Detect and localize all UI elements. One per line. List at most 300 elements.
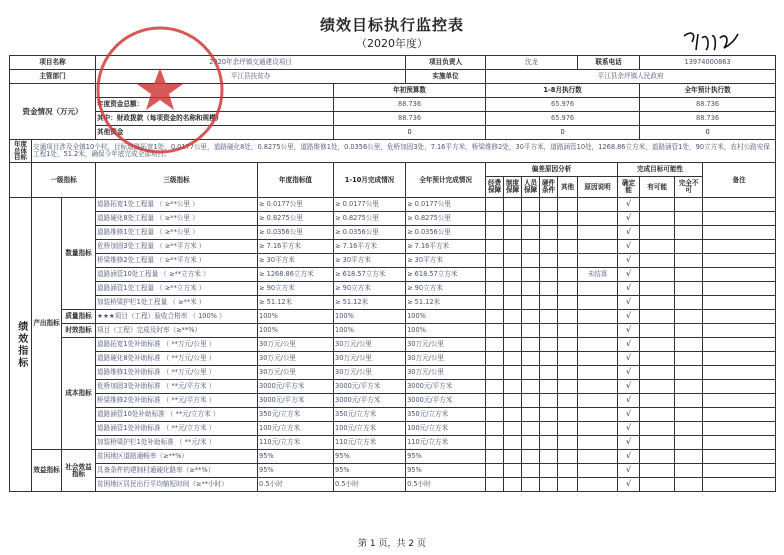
col-budget: 年初预算数	[334, 84, 486, 98]
oct-progress-cell: ≥ 0.0177公里	[334, 198, 406, 212]
empty-cell	[703, 296, 776, 310]
deviation-cell	[540, 366, 558, 380]
indicator-row	[10, 310, 776, 324]
year-forecast-cell: ≥ 7.16平方米	[406, 240, 486, 254]
deviation-cell	[486, 352, 504, 366]
empty-cell	[675, 422, 703, 436]
reason-cell	[578, 338, 618, 352]
head-p2: 有可能	[640, 177, 675, 198]
indicator-row	[10, 422, 776, 436]
signature-image	[680, 28, 740, 54]
deviation-cell	[504, 240, 522, 254]
head-l1: 一级指标	[32, 163, 96, 198]
empty-cell	[640, 464, 675, 478]
check-mark: √	[618, 310, 640, 324]
year-forecast-cell: 350元/立方米	[406, 408, 486, 422]
year-forecast-cell: ≥ 618.57立方米	[406, 268, 486, 282]
funds-other-label: 其他资金	[96, 126, 334, 140]
level2-label: 成本指标	[62, 338, 96, 450]
check-mark: √	[618, 352, 640, 366]
deviation-cell	[522, 296, 540, 310]
head-oct: 1-10月完成情况	[334, 163, 406, 198]
indicator-row	[10, 436, 776, 450]
deviation-cell	[540, 478, 558, 492]
funds-label: 资金情况（万元）	[10, 84, 96, 140]
project-name-label: 项目名称	[10, 56, 96, 70]
deviation-cell	[504, 366, 522, 380]
oct-progress-cell: 30万元/公里	[334, 352, 406, 366]
reason-cell	[578, 436, 618, 450]
indicator-row	[10, 408, 776, 422]
year-value-cell: 30万元/公里	[258, 366, 334, 380]
level3-cell: 危桥加固3处补助标准 （ **元/平方米 ）	[96, 380, 258, 394]
funds-other-exec: 0	[486, 126, 640, 140]
dept-label: 主管部门	[10, 70, 96, 84]
deviation-cell	[522, 324, 540, 338]
reason-cell	[578, 240, 618, 254]
empty-cell	[703, 380, 776, 394]
check-mark: √	[618, 212, 640, 226]
oct-progress-cell: ≥ 51.12米	[334, 296, 406, 310]
empty-cell	[640, 436, 675, 450]
check-mark: √	[618, 478, 640, 492]
empty-cell	[703, 394, 776, 408]
deviation-cell	[486, 212, 504, 226]
oct-progress-cell: 0.5小时	[334, 478, 406, 492]
check-mark: √	[618, 296, 640, 310]
deviation-cell	[558, 338, 578, 352]
indicator-row	[10, 254, 776, 268]
oct-progress-cell: ≥ 90立方米	[334, 282, 406, 296]
deviation-cell	[540, 254, 558, 268]
oct-progress-cell: 100%	[334, 310, 406, 324]
deviation-cell	[486, 282, 504, 296]
level3-cell: 道路硬化8处工程量 （ ≥**公里 ）	[96, 212, 258, 226]
deviation-cell	[504, 226, 522, 240]
year-value-cell: ≥ 7.16平方米	[258, 240, 334, 254]
head-d3: 人员保障	[522, 177, 540, 198]
deviation-cell	[540, 422, 558, 436]
deviation-cell	[486, 338, 504, 352]
deviation-cell	[558, 464, 578, 478]
year-value-cell: 3000元/平方米	[258, 394, 334, 408]
deviation-cell	[504, 380, 522, 394]
check-mark: √	[618, 226, 640, 240]
deviation-cell	[486, 394, 504, 408]
deviation-cell	[558, 408, 578, 422]
level3-cell: 道路维修1处补助标准 （ **万元/公里 ）	[96, 366, 258, 380]
level3-cell: 危桥加固3处工程量 （ ≥**平方米 ）	[96, 240, 258, 254]
level3-cell: 道路涵管1处补助标准 （ **元/立方米 ）	[96, 422, 258, 436]
empty-cell	[675, 408, 703, 422]
head-p3: 完全不可	[675, 177, 703, 198]
deviation-cell	[522, 212, 540, 226]
deviation-cell	[522, 366, 540, 380]
oct-progress-cell: 3000元/平方米	[334, 380, 406, 394]
empty-cell	[703, 436, 776, 450]
funds-other-year: 0	[640, 126, 776, 140]
head-yv: 年度指标值	[258, 163, 334, 198]
empty-cell	[703, 338, 776, 352]
deviation-cell	[540, 352, 558, 366]
indicator-row	[10, 464, 776, 478]
deviation-cell	[504, 324, 522, 338]
level3-cell: 桥梁维修2处工程量 （ ≥**平方米 ）	[96, 254, 258, 268]
deviation-cell	[522, 352, 540, 366]
deviation-cell	[540, 212, 558, 226]
indicator-row	[10, 324, 776, 338]
year-value-cell: 110元/立方米	[258, 436, 334, 450]
deviation-cell	[558, 226, 578, 240]
reason-cell	[578, 226, 618, 240]
level3-cell: ★★★项目（工程）验收合格率 （ 100% ）	[96, 310, 258, 324]
indicator-row	[10, 296, 776, 310]
unit-label: 实施单位	[406, 70, 486, 84]
level2-label: 数量指标	[62, 198, 96, 310]
oct-progress-cell: 95%	[334, 464, 406, 478]
deviation-cell	[540, 380, 558, 394]
deviation-cell	[504, 436, 522, 450]
deviation-cell	[504, 338, 522, 352]
owner: 沈龙	[486, 56, 578, 70]
empty-cell	[703, 422, 776, 436]
deviation-cell	[486, 310, 504, 324]
oct-progress-cell: ≥ 30平方米	[334, 254, 406, 268]
deviation-cell	[540, 296, 558, 310]
year-value-cell: ≥ 0.8275公里	[258, 212, 334, 226]
level3-cell: 道路拓宽1处工程量 （ ≥**公里 ）	[96, 198, 258, 212]
empty-cell	[640, 324, 675, 338]
deviation-cell	[522, 436, 540, 450]
check-mark: √	[618, 338, 640, 352]
empty-cell	[703, 478, 776, 492]
check-mark: √	[618, 324, 640, 338]
empty-cell	[640, 268, 675, 282]
empty-cell	[703, 282, 776, 296]
funds-fin-label: 其中：财政拨款（每项资金的名称和规模）	[96, 112, 334, 126]
reason-cell	[578, 352, 618, 366]
year-forecast-cell: 3000元/平方米	[406, 380, 486, 394]
year-forecast-cell: 100%	[406, 324, 486, 338]
deviation-cell	[486, 198, 504, 212]
empty-cell	[640, 366, 675, 380]
level2-label: 时效指标	[62, 324, 96, 338]
indicator-row	[10, 240, 776, 254]
deviation-cell	[504, 394, 522, 408]
deviation-cell	[540, 198, 558, 212]
year-forecast-cell: 110元/立方米	[406, 436, 486, 450]
year-value-cell: 95%	[258, 464, 334, 478]
deviation-cell	[522, 240, 540, 254]
year-value-cell: 30万元/公里	[258, 352, 334, 366]
head-poss: 完成目标可能性	[618, 163, 703, 177]
indicator-row	[10, 352, 776, 366]
head-yr: 全年预计完成情况	[406, 163, 486, 198]
empty-cell	[640, 408, 675, 422]
year-forecast-cell: ≥ 51.12米	[406, 296, 486, 310]
effect-label: 效益指标	[32, 450, 62, 492]
deviation-cell	[558, 310, 578, 324]
empty-cell	[675, 198, 703, 212]
oct-progress-cell: 100%	[334, 324, 406, 338]
col-exec: 1-8月执行数	[486, 84, 640, 98]
empty-cell	[703, 450, 776, 464]
dept: 平江县扶贫办	[96, 70, 406, 84]
deviation-cell	[486, 324, 504, 338]
deviation-cell	[486, 380, 504, 394]
deviation-cell	[504, 268, 522, 282]
deviation-cell	[486, 254, 504, 268]
year-value-cell: ≥ 0.0177公里	[258, 198, 334, 212]
empty-cell	[703, 310, 776, 324]
level3-cell: 加装桥梁护栏1处工程量 （ ≥**米 ）	[96, 296, 258, 310]
check-mark: √	[618, 422, 640, 436]
empty-cell	[640, 352, 675, 366]
check-mark: √	[618, 240, 640, 254]
deviation-cell	[504, 408, 522, 422]
empty-cell	[640, 226, 675, 240]
phone-label: 联系电话	[578, 56, 640, 70]
check-mark: √	[618, 366, 640, 380]
reason-cell	[578, 198, 618, 212]
output-label: 产出指标	[32, 198, 62, 450]
year-forecast-cell: 0.5小时	[406, 478, 486, 492]
year-value-cell: ≥ 0.0356公里	[258, 226, 334, 240]
year-value-cell: 95%	[258, 450, 334, 464]
oct-progress-cell: 100元/立方米	[334, 422, 406, 436]
oct-progress-cell: ≥ 7.16平方米	[334, 240, 406, 254]
empty-cell	[675, 352, 703, 366]
deviation-cell	[504, 212, 522, 226]
deviation-cell	[558, 366, 578, 380]
empty-cell	[640, 450, 675, 464]
perf-label: 绩效指标	[10, 198, 32, 492]
empty-cell	[675, 324, 703, 338]
level3-cell: 桥梁维修2处补助标准 （ **元/平方米 ）	[96, 394, 258, 408]
indicator-row	[10, 268, 776, 282]
deviation-cell	[558, 268, 578, 282]
deviation-cell	[522, 394, 540, 408]
deviation-cell	[522, 422, 540, 436]
year-forecast-cell: 30万元/公里	[406, 338, 486, 352]
reason-cell	[578, 296, 618, 310]
reason-cell	[578, 478, 618, 492]
head-d6: 原因说明	[578, 177, 618, 198]
reason-cell	[578, 408, 618, 422]
empty-cell	[675, 464, 703, 478]
empty-cell	[640, 380, 675, 394]
reason-cell	[578, 450, 618, 464]
reason-cell	[578, 254, 618, 268]
empty-cell	[640, 254, 675, 268]
empty-cell	[640, 394, 675, 408]
deviation-cell	[558, 436, 578, 450]
check-mark: √	[618, 450, 640, 464]
level3-cell: 道路拓宽1处补助标准 （ **万元/公里 ）	[96, 338, 258, 352]
deviation-cell	[558, 450, 578, 464]
check-mark: √	[618, 464, 640, 478]
empty-cell	[703, 324, 776, 338]
funds-fin-exec: 65.976	[486, 112, 640, 126]
level3-cell: 道路涵管10处补助标准 （ **元/立方米 ）	[96, 408, 258, 422]
reason-cell	[578, 394, 618, 408]
deviation-cell	[558, 198, 578, 212]
head-d5: 其他	[558, 177, 578, 198]
year-forecast-cell: ≥ 0.0177公里	[406, 198, 486, 212]
year-forecast-cell: 100%	[406, 310, 486, 324]
oct-progress-cell: ≥ 618.57立方米	[334, 268, 406, 282]
check-mark: √	[618, 394, 640, 408]
indicator-row	[10, 338, 776, 352]
empty-cell	[640, 240, 675, 254]
overall-text: 交通项目涉及全镇10个村，目标道路拓宽1处，0.0177公里，道路硬化8处，0.8275公里，道路维修1处，0.0356公里，危桥加固3处，7.16平方米，桥梁维修2处，30平方米，道路涵管10处，1268.86立方米，道路涵管1处，90立方米，农村公路安保工程1处，51.2米，确保今年底完成全部项目。	[32, 140, 776, 163]
deviation-cell	[522, 464, 540, 478]
deviation-cell	[540, 240, 558, 254]
head-d2: 制度保障	[504, 177, 522, 198]
empty-cell	[640, 198, 675, 212]
funds-fin-budget: 88.736	[334, 112, 486, 126]
funds-total-budget: 88.736	[334, 98, 486, 112]
deviation-cell	[540, 394, 558, 408]
empty-cell	[640, 310, 675, 324]
year-value-cell: 350元/立方米	[258, 408, 334, 422]
level2-label: 社会效益指标	[62, 450, 96, 492]
phone: 13974000863	[640, 56, 776, 70]
reason-cell	[578, 380, 618, 394]
deviation-cell	[558, 212, 578, 226]
level3-cell: 道路涵管10处工程量 （ ≥**立方米 ）	[96, 268, 258, 282]
empty-cell	[675, 212, 703, 226]
deviation-cell	[504, 310, 522, 324]
deviation-cell	[558, 352, 578, 366]
reason-cell: 未结算	[578, 268, 618, 282]
empty-cell	[703, 408, 776, 422]
head-note: 备注	[703, 163, 776, 198]
deviation-cell	[522, 198, 540, 212]
empty-cell	[703, 198, 776, 212]
oct-progress-cell: 110元/立方米	[334, 436, 406, 450]
indicator-row	[10, 380, 776, 394]
deviation-cell	[540, 268, 558, 282]
deviation-cell	[540, 310, 558, 324]
year-value-cell: ≥ 90立方米	[258, 282, 334, 296]
head-dev: 偏差原因分析	[486, 163, 618, 177]
empty-cell	[640, 422, 675, 436]
empty-cell	[675, 268, 703, 282]
indicator-row	[10, 450, 776, 464]
check-mark: √	[618, 282, 640, 296]
deviation-cell	[504, 478, 522, 492]
page-subtitle: （2020年度）	[356, 37, 428, 50]
empty-cell	[703, 268, 776, 282]
deviation-cell	[486, 366, 504, 380]
head-l3: 三级指标	[96, 163, 258, 198]
deviation-cell	[504, 450, 522, 464]
funds-other-budget: 0	[334, 126, 486, 140]
deviation-cell	[522, 380, 540, 394]
reason-cell	[578, 282, 618, 296]
empty-cell	[675, 240, 703, 254]
deviation-cell	[486, 436, 504, 450]
year-value-cell: ≥ 30平方米	[258, 254, 334, 268]
oct-progress-cell: ≥ 0.8275公里	[334, 212, 406, 226]
year-forecast-cell: ≥ 90立方米	[406, 282, 486, 296]
deviation-cell	[522, 310, 540, 324]
year-value-cell: 0.5小时	[258, 478, 334, 492]
deviation-cell	[558, 478, 578, 492]
project-name: 2020年余坪镇交通建设项目	[96, 56, 406, 70]
deviation-cell	[558, 380, 578, 394]
level3-cell: 道路硬化8处补助标准 （ **万元/公里 ）	[96, 352, 258, 366]
deviation-cell	[540, 226, 558, 240]
oct-progress-cell: 350元/立方米	[334, 408, 406, 422]
empty-cell	[675, 226, 703, 240]
indicator-row	[10, 478, 776, 492]
deviation-cell	[504, 422, 522, 436]
check-mark: √	[618, 380, 640, 394]
year-forecast-cell: 30万元/公里	[406, 366, 486, 380]
check-mark: √	[618, 254, 640, 268]
level3-cell: 道路维修1处工程量 （ ≥**公里 ）	[96, 226, 258, 240]
reason-cell	[578, 366, 618, 380]
empty-cell	[640, 338, 675, 352]
deviation-cell	[540, 464, 558, 478]
year-forecast-cell: 30万元/公里	[406, 352, 486, 366]
empty-cell	[703, 240, 776, 254]
level3-cell: 加装桥梁护栏1处补助标准 （ **元/米 ）	[96, 436, 258, 450]
owner-label: 项目负责人	[406, 56, 486, 70]
year-value-cell: ≥ 51.12米	[258, 296, 334, 310]
empty-cell	[675, 254, 703, 268]
deviation-cell	[522, 478, 540, 492]
official-seal	[90, 20, 230, 160]
reason-cell	[578, 324, 618, 338]
oct-progress-cell: 30万元/公里	[334, 338, 406, 352]
year-forecast-cell: 95%	[406, 450, 486, 464]
empty-cell	[640, 478, 675, 492]
deviation-cell	[540, 408, 558, 422]
deviation-cell	[504, 198, 522, 212]
level3-cell: 道路涵管1处工程量 （ ≥**立方米 ）	[96, 282, 258, 296]
deviation-cell	[558, 254, 578, 268]
check-mark: √	[618, 198, 640, 212]
head-d1: 经费保障	[486, 177, 504, 198]
oct-progress-cell: 95%	[334, 450, 406, 464]
funds-total-label: 年度资金总额：	[96, 98, 334, 112]
deviation-cell	[504, 352, 522, 366]
overall-label: 年度总体目标	[10, 140, 32, 163]
deviation-cell	[486, 478, 504, 492]
empty-cell	[675, 436, 703, 450]
funds-total-year: 88.736	[640, 98, 776, 112]
empty-cell	[703, 366, 776, 380]
year-value-cell: ≥ 1268.86立方米	[258, 268, 334, 282]
deviation-cell	[522, 226, 540, 240]
year-forecast-cell: 95%	[406, 464, 486, 478]
empty-cell	[675, 394, 703, 408]
deviation-cell	[540, 450, 558, 464]
year-forecast-cell: ≥ 0.0356公里	[406, 226, 486, 240]
deviation-cell	[558, 296, 578, 310]
deviation-cell	[558, 282, 578, 296]
empty-cell	[703, 212, 776, 226]
deviation-cell	[558, 240, 578, 254]
indicator-row	[10, 394, 776, 408]
deviation-cell	[486, 240, 504, 254]
indicator-row	[10, 226, 776, 240]
indicator-row	[10, 366, 776, 380]
empty-cell	[675, 478, 703, 492]
